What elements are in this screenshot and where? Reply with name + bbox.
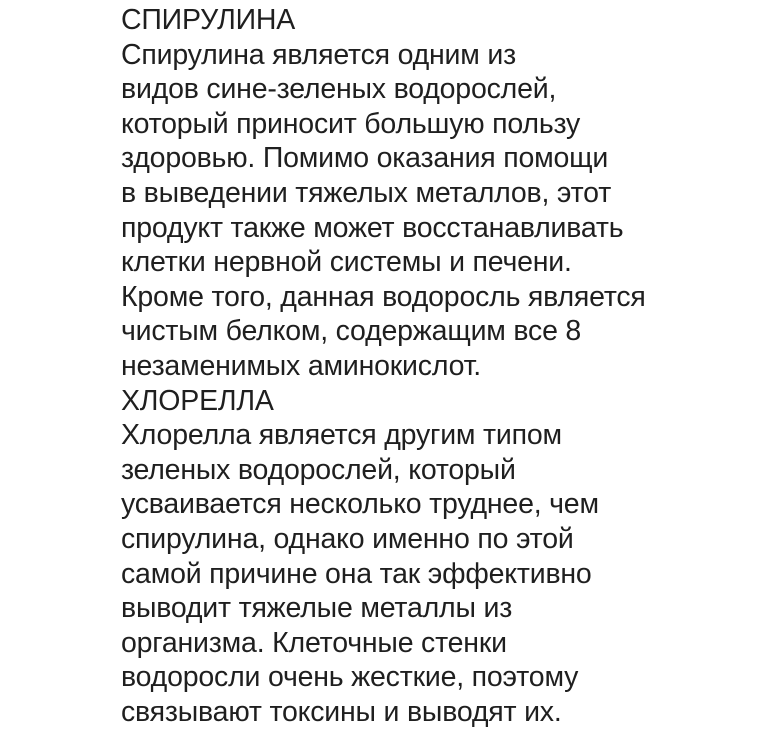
paragraph-line: самой причине она так эффективно (121, 557, 592, 590)
section-title: СПИРУЛИНА (121, 4, 296, 36)
paragraph-line: усваивается несколько труднее, чем (121, 488, 599, 521)
document-body (121, 3, 761, 729)
paragraph-line: в выведении тяжелых металлов, этот (121, 176, 612, 209)
paragraph-line: выводит тяжелые металлы из (121, 592, 513, 625)
paragraph-line: который приносит большую пользу (121, 107, 581, 140)
paragraph-line: зеленых водорослей, который (121, 453, 516, 486)
paragraph-line: Хлорелла является другим типом (121, 419, 562, 452)
paragraph-line: Кроме того, данная водоросль является (121, 280, 646, 313)
paragraph-line: клетки нервной системы и печени. (121, 246, 572, 279)
paragraph-line: продукт также может восстанавливать (121, 211, 624, 244)
section-chlorella (121, 384, 761, 730)
paragraph-line: связывают токсины и выводят их. (121, 695, 562, 728)
paragraph-line: здоровью. Помимо оказания помощи (121, 142, 609, 175)
paragraph-line: видов сине-зеленых водорослей, (121, 73, 557, 106)
paragraph-line: водоросли очень жесткие, поэтому (121, 661, 579, 694)
section-spirulina (121, 3, 761, 384)
paragraph-line: организма. Клеточные стенки (121, 626, 507, 659)
paragraph-line: Спирулина является одним из (121, 38, 516, 71)
paragraph-line: незаменимых аминокислот. (121, 349, 482, 382)
paragraph-line: спирулина, однако именно по этой (121, 522, 574, 555)
paragraph-line: чистым белком, содержащим все 8 (121, 315, 582, 348)
section-title: ХЛОРЕЛЛА (121, 384, 274, 417)
